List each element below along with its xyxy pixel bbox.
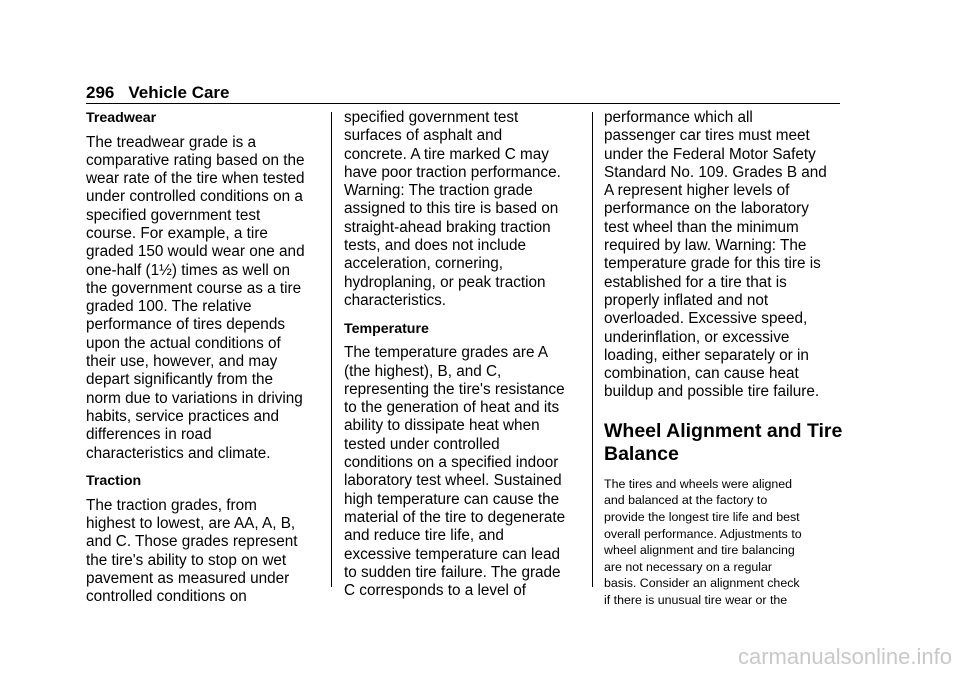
text-line: Standard No. 109. Grades B and: [604, 163, 827, 181]
text-line: performance which all: [604, 109, 753, 126]
text-line: upon the actual conditions of: [86, 334, 281, 352]
text-line: graded 100. The relative: [86, 298, 252, 316]
page-header: [86, 83, 230, 103]
text-line: acceleration, cornering,: [344, 255, 504, 273]
text-line: the government course as a tire: [86, 279, 302, 297]
body-paragraph: [86, 134, 326, 463]
text-line: controlled conditions on: [86, 588, 247, 606]
text-line: under the Federal Motor Safety: [604, 145, 816, 163]
text-line: overall performance. Adjustments to: [604, 526, 802, 541]
text-line: course. For example, a tire: [86, 224, 268, 242]
header-rule: [86, 103, 840, 104]
body-paragraph: [604, 109, 848, 402]
column-divider-2: [592, 112, 593, 587]
text-line: required by law. Warning: The: [604, 237, 807, 255]
text-line: specified government test: [86, 206, 261, 224]
text-line: pavement as measured under: [86, 570, 290, 588]
text-line: specified government test: [344, 109, 519, 126]
text-line: straight-ahead braking traction: [344, 218, 551, 236]
text-line: underinflation, or excessive: [604, 328, 790, 346]
text-line: temperature grade for this tire is: [604, 255, 821, 273]
subheading: Treadwear: [86, 110, 157, 126]
text-line: high temperature can cause the: [344, 490, 560, 508]
text-line: to sudden tire failure. The grade: [344, 563, 561, 581]
text-line: Wheel Alignment and Tire: [604, 419, 843, 442]
text-line: assigned to this tire is based on: [344, 200, 559, 218]
text-line: provide the longest tire life and best: [604, 509, 800, 524]
body-paragraph: [86, 497, 326, 607]
text-line: established for a tire that is: [604, 273, 787, 291]
text-line: The tires and wheels were aligned: [604, 476, 793, 491]
text-line: have poor traction performance.: [344, 163, 561, 181]
text-line: performance of tires depends: [86, 316, 285, 334]
text-line: properly inflated and not: [604, 291, 769, 309]
text-line: A represent higher levels of: [604, 182, 790, 200]
text-line: representing the tire's resistance: [344, 380, 565, 398]
watermark-text: carmanualsonline.info: [737, 644, 952, 669]
body-paragraph: [344, 344, 588, 600]
text-line: and balanced at the factory to: [604, 493, 768, 508]
text-line: depart significantly from the: [86, 371, 274, 389]
text-line: and reduce tire life, and: [344, 527, 504, 545]
text-line: ability to dissipate heat when: [344, 417, 540, 435]
text-line: one-half (1½) times as well on: [86, 261, 291, 279]
text-line: surfaces of asphalt and: [344, 127, 503, 145]
text-line: basis. Consider an alignment check: [604, 576, 800, 591]
text-line: characteristics.: [344, 291, 447, 309]
text-line: The temperature grades are A: [344, 344, 549, 362]
text-line: highest to lowest, are AA, A, B,: [86, 515, 296, 533]
text-line: comparative rating based on the: [86, 151, 305, 169]
text-line: passenger car tires must meet: [604, 127, 810, 145]
text-line: The treadwear grade is a: [86, 133, 257, 151]
text-line: combination, can cause heat: [604, 365, 799, 383]
column-divider-1: [331, 112, 332, 587]
text-line: excessive temperature can lead: [344, 545, 560, 563]
text-line: wear rate of the tire when tested: [86, 170, 305, 188]
text-line: norm due to variations in driving: [86, 389, 303, 407]
text-line: overloaded. Excessive speed,: [604, 310, 808, 328]
text-line: Warning: The traction grade: [344, 182, 533, 200]
text-line: buildup and possible tire failure.: [604, 383, 820, 401]
text-column-3: [604, 109, 848, 609]
text-line: wheel alignment and tire balancing: [604, 543, 795, 558]
text-line: under controlled conditions on a: [86, 188, 303, 206]
text-line: habits, service practices and: [86, 407, 280, 425]
text-line: material of the tire to degenerate: [344, 508, 566, 526]
subheading: Temperature: [344, 320, 429, 337]
text-line: Balance: [604, 442, 679, 465]
text-line: the tire's ability to stop on wet: [86, 551, 287, 569]
text-line: concrete. A tire marked C may: [344, 145, 549, 163]
body-paragraph: [344, 109, 588, 310]
text-line: performance on the laboratory: [604, 200, 809, 218]
text-line: test wheel than the minimum: [604, 218, 799, 236]
text-line: if there is unusual tire wear or the: [604, 592, 788, 607]
text-line: to the generation of heat and its: [344, 399, 560, 417]
text-line: tested under controlled: [344, 435, 500, 453]
text-line: (the highest), B, and C,: [344, 362, 502, 380]
text-line: graded 150 would wear one and: [86, 243, 305, 261]
body-paragraph: [604, 476, 848, 609]
subheading: Traction: [86, 473, 142, 490]
text-line: The traction grades, from: [86, 496, 257, 514]
text-line: differences in road: [86, 426, 212, 444]
text-line: conditions on a specified indoor: [344, 454, 559, 472]
text-line: and C. Those grades represent: [86, 533, 298, 551]
text-column-1: [86, 109, 326, 616]
text-column-2: [344, 109, 588, 610]
section-title: Vehicle Care: [128, 83, 230, 102]
text-line: tests, and does not include: [344, 237, 526, 255]
page-number: 296: [86, 83, 115, 102]
text-line: are not necessary on a regular: [604, 559, 773, 574]
text-line: characteristics and climate.: [86, 444, 271, 462]
section-heading: [604, 420, 848, 466]
text-line: C corresponds to a level of: [344, 582, 526, 600]
text-line: hydroplaning, or peak traction: [344, 273, 546, 291]
text-line: laboratory test wheel. Sustained: [344, 472, 562, 490]
text-line: their use, however, and may: [86, 353, 278, 371]
text-line: loading, either separately or in: [604, 346, 809, 364]
